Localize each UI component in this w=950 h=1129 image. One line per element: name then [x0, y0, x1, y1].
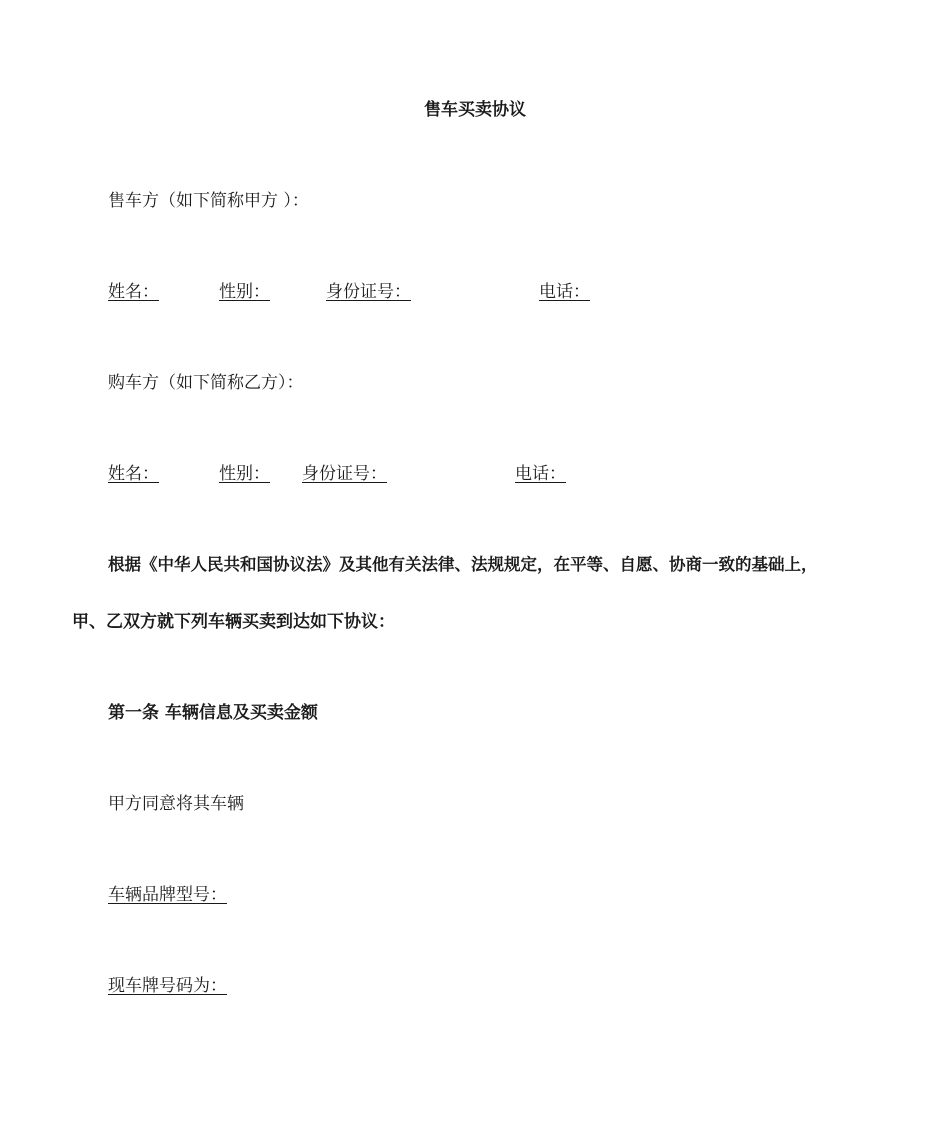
vehicle-model-blank[interactable]	[227, 884, 397, 906]
buyer-id-blank[interactable]	[387, 463, 515, 485]
seller-phone-blank[interactable]	[590, 281, 664, 303]
seller-id-label: 身份证号：	[326, 282, 411, 302]
buyer-phone-blank[interactable]	[566, 463, 648, 485]
buyer-name-blank[interactable]	[159, 463, 219, 485]
seller-name-label: 姓名：	[108, 282, 159, 302]
plate-number-line	[108, 975, 397, 997]
buyer-heading: 购车方（如下简称乙方）：	[108, 373, 304, 393]
seller-id-blank[interactable]	[411, 281, 539, 303]
vehicle-model-label: 车辆品牌型号：	[108, 885, 227, 905]
plate-number-blank[interactable]	[227, 975, 397, 997]
seller-phone-label: 电话：	[539, 282, 590, 302]
buyer-gender-label: 性别：	[219, 464, 270, 484]
plate-number-label: 现车牌号码为：	[108, 976, 227, 996]
seller-name-blank[interactable]	[159, 281, 219, 303]
vehicle-model-line	[108, 884, 397, 906]
preamble-line-1: 根据《中华人民共和国协议法》及其他有关法律、法规规定，在平等、自愿、协商一致的基础上，	[108, 555, 818, 574]
seller-gender-label: 性别：	[219, 282, 270, 302]
article-1-heading: 第一条 车辆信息及买卖金额	[108, 703, 318, 723]
buyer-name-label: 姓名：	[108, 464, 159, 484]
buyer-info-line	[108, 463, 648, 485]
preamble-line-2: 甲、乙双方就下列车辆买卖到达如下协议：	[72, 612, 395, 632]
seller-info-line	[108, 281, 664, 303]
buyer-phone-label: 电话：	[515, 464, 566, 484]
seller-gender-blank[interactable]	[270, 281, 326, 303]
seller-heading: 售车方（如下简称甲方 ）：	[108, 191, 309, 211]
buyer-id-label: 身份证号：	[302, 464, 387, 484]
document-title: 售车买卖协议	[424, 100, 526, 120]
buyer-gender-blank[interactable]	[270, 463, 302, 485]
article-1-text: 甲方同意将其车辆	[108, 794, 244, 814]
